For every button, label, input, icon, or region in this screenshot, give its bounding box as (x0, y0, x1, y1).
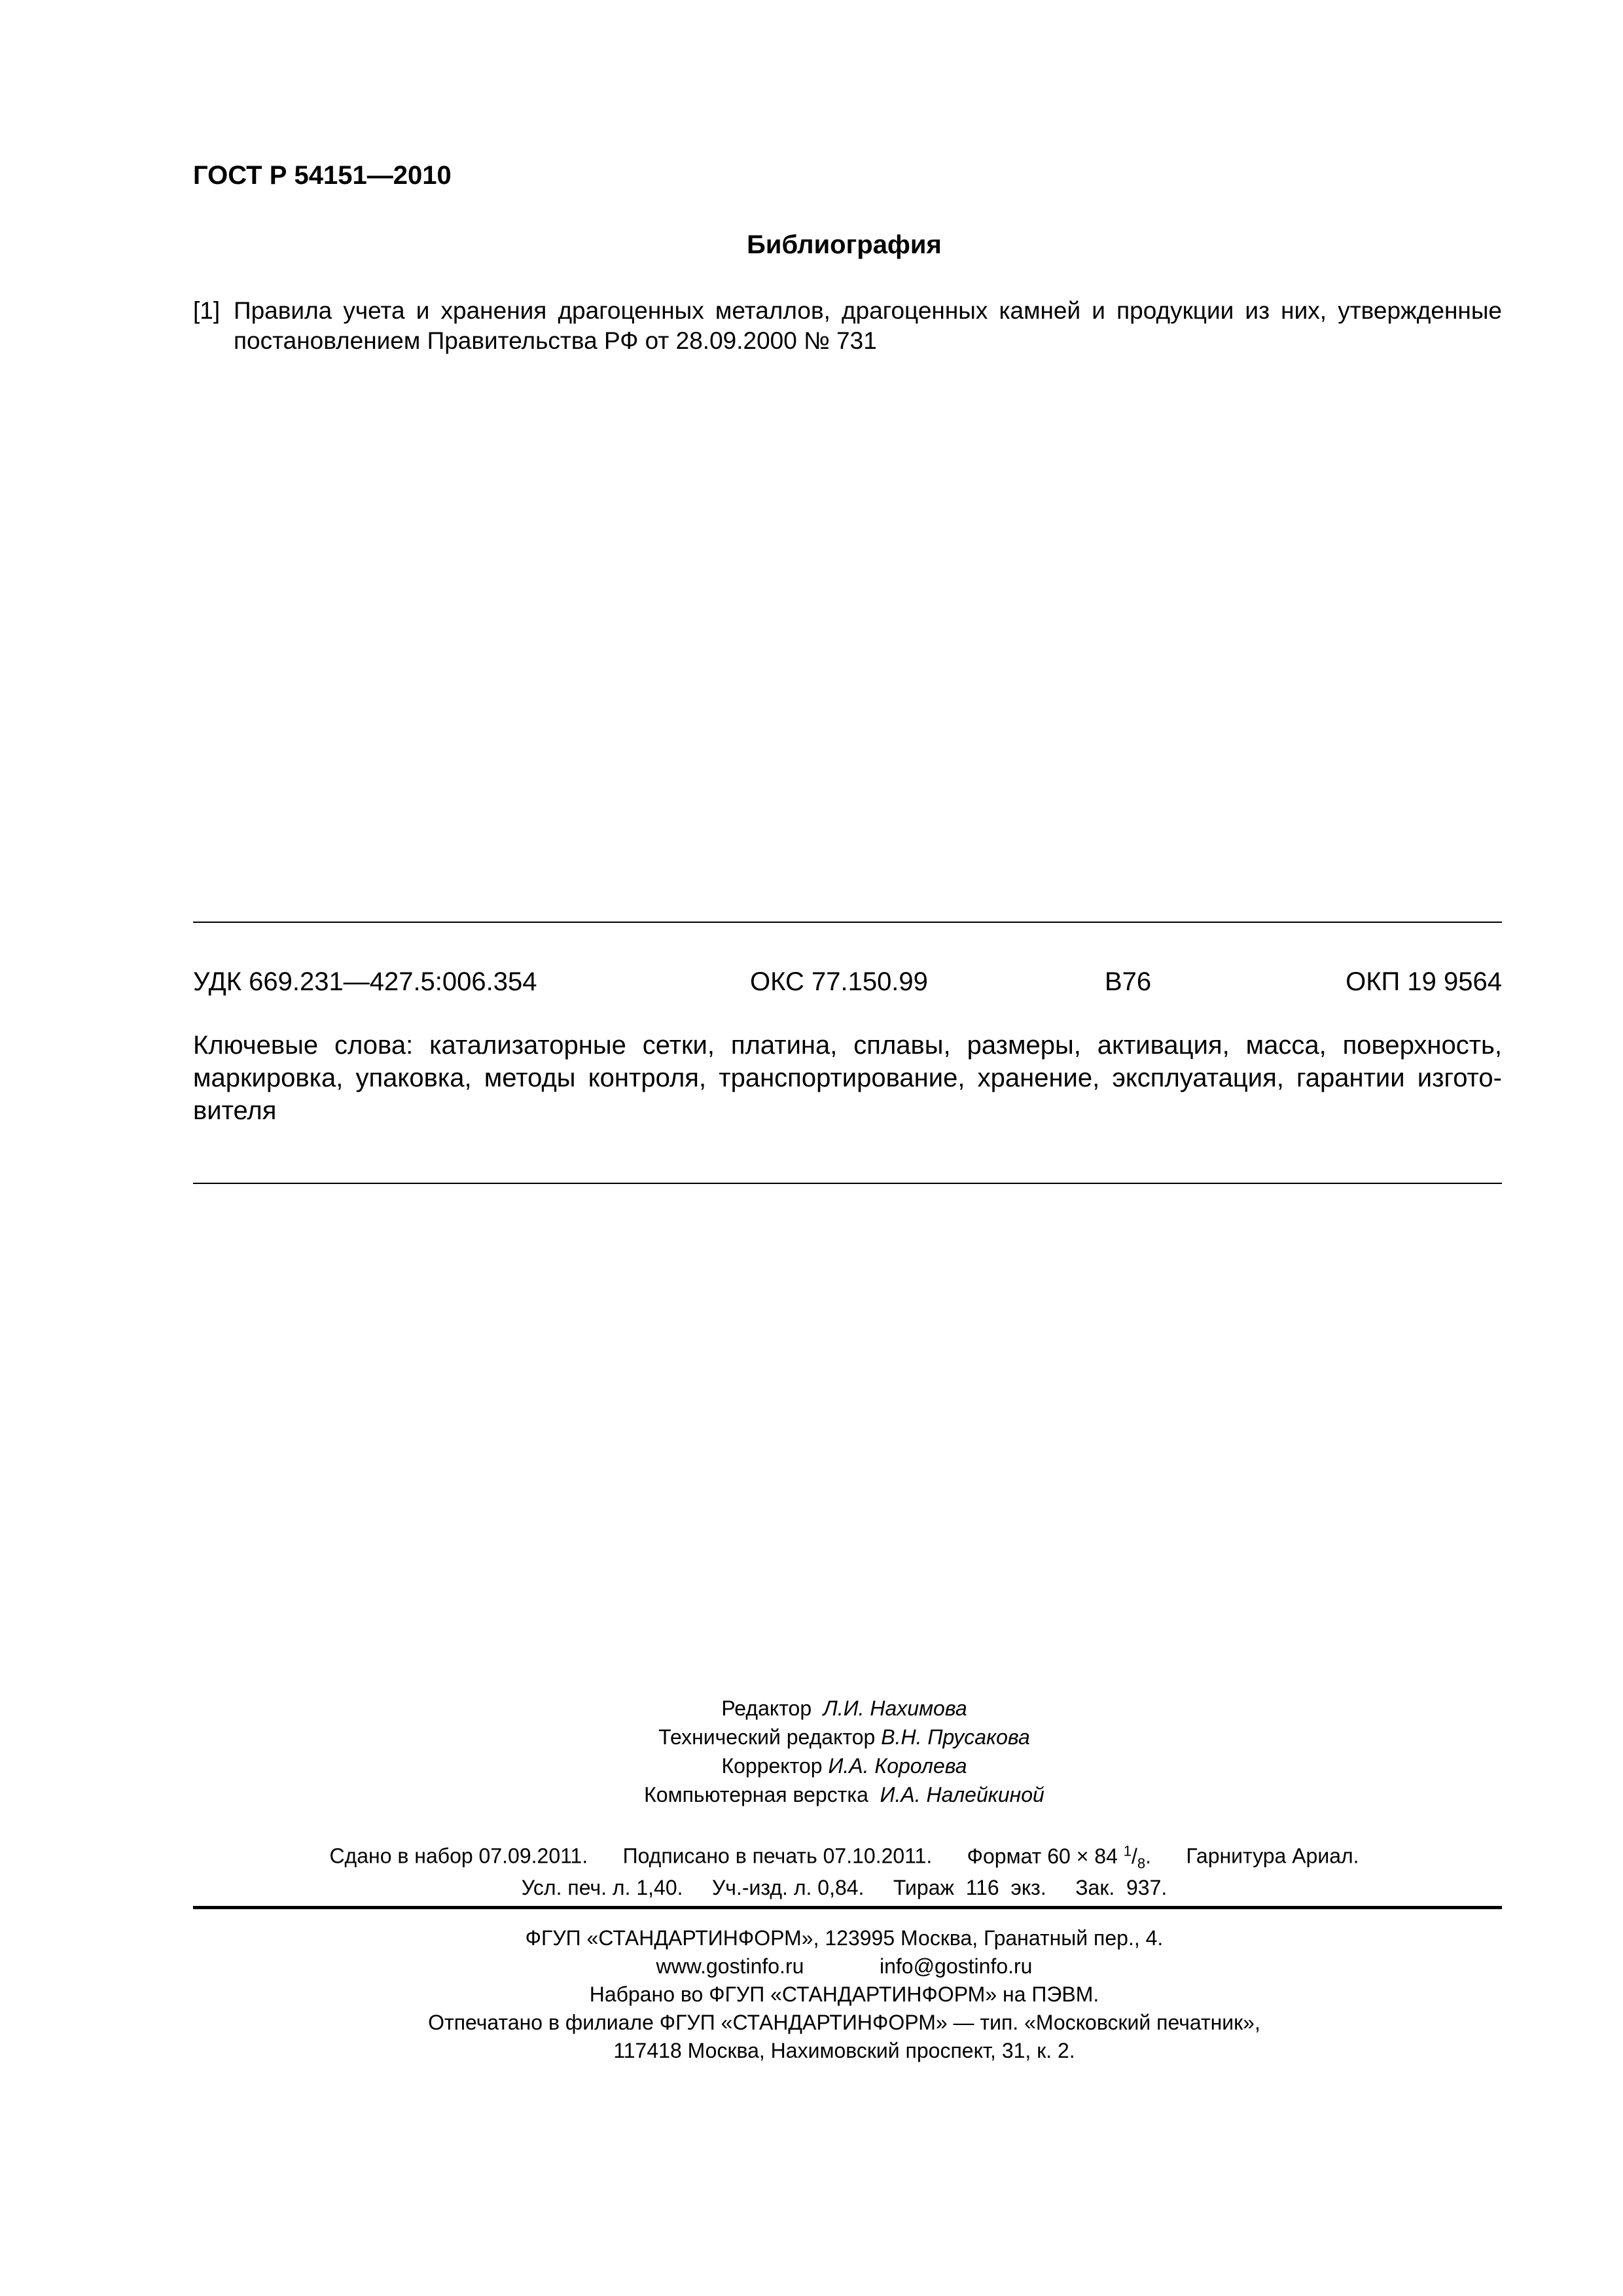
typeface: Гарнитура Ариал. (1186, 1844, 1359, 1868)
format-label: Формат 60 × 84 (967, 1844, 1118, 1868)
okp-code: ОКП 19 9564 (1346, 967, 1502, 996)
publisher-block (0, 1924, 1623, 2065)
format-info: Формат 60 × 84 $^1/_8$. (967, 1842, 1152, 1872)
publisher-email-link[interactable]: info@gostinfo.ru (879, 1954, 1033, 1978)
divider-top (193, 922, 1502, 923)
credit-editor (0, 1694, 1623, 1723)
print-info-line-1 (0, 1837, 1623, 1878)
publisher-typeset: Набрано во ФГУП «СТАНДАРТИНФОРМ» на ПЭВМ. (589, 1982, 1099, 2006)
credit-tech-editor (0, 1723, 1623, 1751)
print-sheets: Усл. печ. л. 1,40. (521, 1876, 683, 1899)
divider-middle (193, 1183, 1502, 1184)
publisher-printed: Отпечатано в филиале ФГУП «СТАНДАРТИНФОРМ» — тип. «Московский печатник», (428, 2011, 1260, 2034)
publisher-name-address: ФГУП «СТАНДАРТИНФОРМ», 123995 Москва, Гранатный пер., 4. (525, 1926, 1164, 1950)
credit-corrector-name: И.А. Королева (828, 1754, 967, 1778)
divider-publisher (193, 1906, 1502, 1909)
bibliography-entry (193, 296, 1502, 356)
credit-corrector-role: Корректор (721, 1754, 823, 1778)
bibliography-entry-number: [1] (193, 297, 221, 324)
keywords: Ключевые слова: катализаторные сетки, платина, сплавы, размеры, активация, масса, поверхность, маркировка, упаковка, методы контроля, транспортирование, хранение, эксплуатация, гарантии изгото-вителя (193, 1031, 1502, 1125)
credit-editor-role: Редактор (721, 1696, 812, 1720)
credit-layout-role: Компьютерная верстка (644, 1783, 868, 1806)
format-fraction-denominator: 8 (1137, 1855, 1146, 1872)
publisher-website-link[interactable]: www.gostinfo.ru (656, 1954, 804, 1978)
publisher-printer-address: 117418 Москва, Нахимовский проспект, 31, к. 2. (613, 2039, 1075, 2062)
signed-to-print: Подписано в печать 07.10.2011. (622, 1844, 933, 1868)
format-fraction-numerator: 1 (1123, 1842, 1132, 1859)
udk-code: УДК 669.231—427.5:006.354 (193, 967, 537, 996)
publisher-contacts (0, 1952, 1623, 1981)
order-number: Зак. 937. (1075, 1876, 1168, 1899)
credit-tech-editor-name: В.Н. Прусакова (881, 1725, 1030, 1749)
print-info-line-2 (0, 1873, 1623, 1902)
credit-tech-editor-role: Технический редактор (658, 1725, 876, 1749)
credit-editor-name: Л.И. Нахимова (823, 1696, 967, 1720)
bibliography-title: Библиография (747, 230, 942, 259)
circulation: Тираж 116 экз. (893, 1876, 1046, 1899)
group-code: В76 (1105, 967, 1152, 996)
credits-block (0, 1694, 1623, 1809)
credit-layout-name: И.А. Налейкиной (880, 1783, 1044, 1806)
credit-layout (0, 1780, 1623, 1809)
bibliography-entry-text: Правила учета и хранения драгоценных металлов, драгоценных камней и продукции из них, утвержденные постановлением Правительства РФ от 28.09.2000 № 731 (234, 297, 1502, 354)
credit-corrector (0, 1751, 1623, 1780)
oks-code: ОКС 77.150.99 (750, 967, 928, 996)
publisher-sheets: Уч.-изд. л. 0,84. (711, 1876, 865, 1899)
sent-to-set: Сдано в набор 07.09.2011. (329, 1844, 588, 1868)
document-code: ГОСТ Р 54151—2010 (193, 161, 452, 190)
